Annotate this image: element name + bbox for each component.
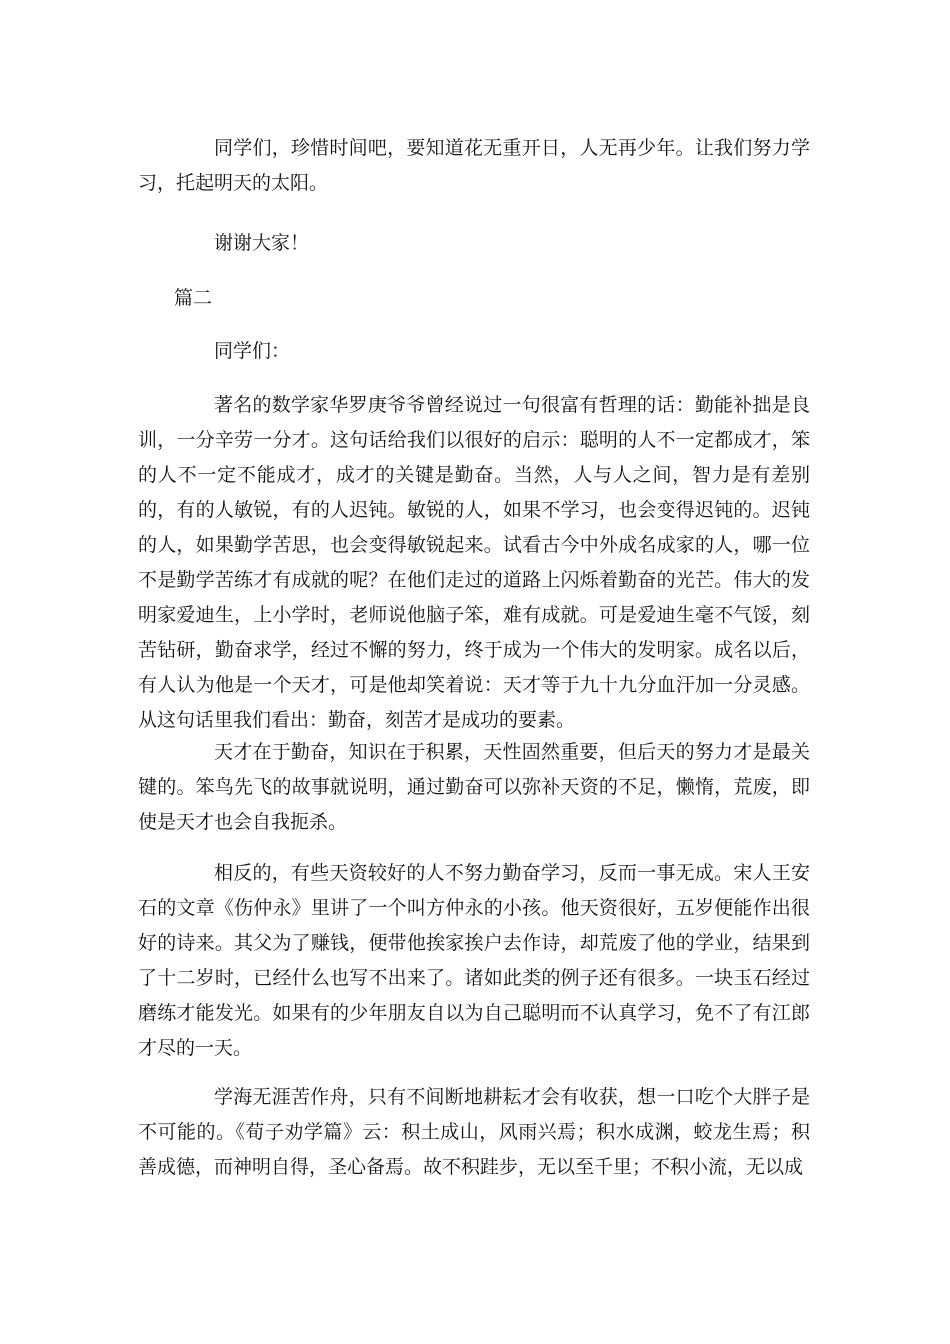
body-paragraph-1: 著名的数学家华罗庚爷爷曾经说过一句很富有哲理的话：勤能补拙是良训，一分辛劳一分才。这句话给我们以很好的启示：聪明的人不一定都成才，笨的人不一定不能成才，成才的关键是勤奋。当然，人与人之间，智力是有差别的，有的人敏锐，有的人迟钝。敏锐的人，如果不学习，也会变得迟钝的。迟钝的人，如果勤学苦思，也会变得敏锐起来。试看古今中外成名成家的人，哪一位不是勤学苦练才有成就的呢？在他们走过的道路上闪烁着勤奋的光芒。伟大的发明家爱迪生，上小学时，老师说他脑子笨，难有成就。可是爱迪生毫不气馁，刻苦钻研，勤奋求学，经过不懈的努力，终于成为一个伟大的发明家。成名以后，有人认为他是一个天才，可是他却笑着说：天才等于九十九分血汗加一分灵感。从这句话里我们看出：勤奋，刻苦才是成功的要素。 <box>138 394 810 731</box>
thanks-line: 谢谢大家！ <box>214 232 310 254</box>
closing-paragraph: 同学们，珍惜时间吧，要知道花无重开日，人无再少年。让我们努力学习，托起明天的太阳。 <box>138 137 810 194</box>
greeting-line: 同学们： <box>214 340 291 362</box>
body-paragraph-3: 相反的，有些天资较好的人不努力勤奋学习，反而一事无成。宋人王安石的文章《伤仲永》里讲了一个叫方仲永的小孩。他天资很好，五岁便能作出很好的诗来。其父为了赚钱，便带他挨家挨户去作诗，却荒废了他的学业，结果到了十二岁时，已经什么也写不出来了。诸如此类的例子还有很多。一块玉石经过磨练才能发光。如果有的少年朋友自以为自己聪明而不认真学习，免不了有江郎才尽的一天。 <box>138 862 810 1059</box>
body-paragraph-4: 学海无涯苦作舟，只有不间断地耕耘才会有收获，想一口吃个大胖子是不可能的。《荀子劝学篇》云：积土成山，风雨兴焉；积水成渊，蛟龙生焉；积善成德，而神明自得，圣心备焉。故不积跬步，无以至千里；不积小流，无以成 <box>138 1086 810 1178</box>
body-paragraph-2: 天才在于勤奋，知识在于积累，天性固然重要，但后天的努力才是最关键的。笨鸟先飞的故事就说明，通过勤奋可以弥补天资的不足，懒惰，荒废，即使是天才也会自我扼杀。 <box>138 741 810 833</box>
section-heading: 篇二 <box>174 287 213 309</box>
